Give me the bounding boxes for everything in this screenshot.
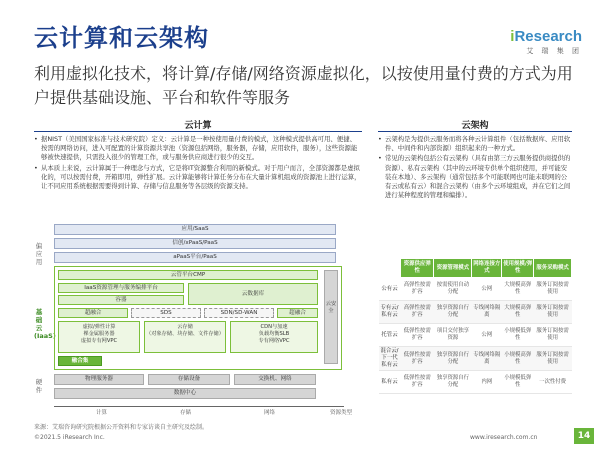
cloud-architecture-bullets — [378, 135, 572, 201]
table-header-cell: 网络连接方式 — [472, 259, 502, 278]
table-cell: 大规模高弹性 — [502, 301, 534, 324]
axis-label-network: 网络 — [264, 410, 276, 416]
table-header-cell: 资源管理模式 — [434, 259, 472, 278]
side-label-hardware: 硬件 — [35, 378, 43, 394]
table-cell: 服务订阅按需使用 — [534, 347, 572, 371]
side-label-app: 偏应用 — [35, 242, 43, 266]
page-number: 14 — [574, 428, 594, 444]
hw-storage-device: 存储设备 — [148, 374, 230, 385]
table-cell: 低弹性按需扩容 — [401, 371, 434, 394]
layer-cmp: 云管平台CMP — [58, 270, 318, 280]
iresearch-logo — [510, 28, 582, 56]
table-cell: 专线网络隔离 — [472, 301, 502, 324]
table-cell: 托管云 — [379, 324, 401, 347]
table-cell: 混合云/下一代私有云 — [379, 347, 401, 371]
bullet-item: • 从本质上来说，云计算属于一种理念与方式，它是将IT资源整合利用的新模式。对于用户而言，全部资源都是虚拟化的，可以按需付费，开箱即用，弹性扩展。云计算能够将计算任务分布在大量计算机组成的资源池上进行运算，让不同应用系统根据需要得到计算、存储与信息服务等各层级的资源支持。 — [34, 164, 362, 192]
layer-sdn: SDN/SD-WAN — [204, 308, 274, 318]
table-row — [379, 371, 572, 394]
fusion-set: 融合集 — [58, 356, 102, 366]
compute-services-box: 虚拟/弹性计算 裸金属服务器 虚拟专有网VPC — [58, 321, 140, 353]
table-header-cell — [379, 259, 401, 278]
bullet-item: • 云架构是为提供云服务而将各种云计算组件（包括数据库、应用软件、中间件和内部资源）组织起来的一种方式。 — [378, 135, 572, 153]
table-row — [379, 324, 572, 347]
layer-sds: SDS — [131, 308, 201, 318]
layer-hci-left: 超融合 — [58, 308, 128, 318]
bullet-item: • 常见的云架构包括公有云架构（具有由第三方云服务提供商提供的资源）、私有云架构（其中的云环境专供单个组织使用，并可能安装在本地）、多云架构（通常包括多个可能联网也可能未联网的公有云或私有云）和混合云架构（由多个云环境组成，并在它们之间进行某种程度的管理和编排）。 — [378, 154, 572, 200]
logo-wordmark: iResearch — [510, 28, 582, 45]
hw-physical-server: 物理服务器 — [54, 374, 144, 385]
website-link[interactable]: www.iresearch.com.cn — [470, 434, 538, 441]
table-cell: 大规模高弹性 — [502, 278, 534, 301]
page-title: 云计算和云架构 — [34, 24, 209, 52]
cloud-architecture-heading: 云架构 — [461, 121, 489, 131]
cloud-database: 云数据库 — [188, 283, 318, 305]
table-cell: 内网 — [472, 371, 502, 394]
table-cell: 小规模高弹性 — [502, 347, 534, 371]
cloud-comparison-table — [378, 258, 572, 394]
table-row — [379, 347, 572, 371]
table-cell: 高弹性按需扩容 — [401, 301, 434, 324]
page-subtitle: 利用虚拟化技术，将计算/存储/网络资源虚拟化，以按使用量付费的方式为用户提供基础设施、平台和软件等服务 — [34, 64, 573, 107]
table-cell: 服务订阅按需使用 — [534, 278, 572, 301]
heading-divider — [378, 131, 572, 132]
cloud-computing-heading: 云计算 — [184, 121, 212, 131]
table-cell: 独享资源自行分配 — [434, 371, 472, 394]
network-services-box: CDN与加速 负载均衡SLB 专有网络VPC — [230, 321, 318, 353]
table-cell: 公网 — [472, 324, 502, 347]
layer-hci-right: 超融合 — [277, 308, 318, 318]
layer-container: 容器 — [58, 295, 184, 305]
side-label-iaas: 基础云(IaaS) — [34, 308, 56, 340]
axis-label-compute: 计算 — [96, 410, 108, 416]
table-cell: 公网 — [472, 278, 502, 301]
hw-switch-network: 交换机、网络 — [234, 374, 316, 385]
table-cell: 专有云/私有云 — [379, 301, 401, 324]
table-cell: 低弹性按需扩容 — [401, 347, 434, 371]
table-header-cell: 使用规模/弹性 — [502, 259, 534, 278]
table-cell: 按需使用自动分配 — [434, 278, 472, 301]
table-cell: 一次性付费 — [534, 371, 572, 394]
table-cell: 独享资源自行分配 — [434, 301, 472, 324]
table-header-cell: 服务采购模式 — [534, 259, 572, 278]
iaas-frame — [54, 266, 342, 370]
axis-label-resource-type: 资源类型 — [330, 410, 353, 416]
table-cell: 公有云 — [379, 278, 401, 301]
table-cell: 小规模低弹性 — [502, 324, 534, 347]
layer-apaas: aPaaS平台/PaaS — [54, 252, 336, 263]
table-cell: 小规模低弹性 — [502, 371, 534, 394]
copyright: ©2021.5 iResearch Inc. — [34, 434, 105, 441]
heading-divider — [34, 131, 362, 132]
cloud-architecture-diagram — [34, 220, 364, 416]
table-row — [379, 301, 572, 324]
table-cell: 私有云 — [379, 371, 401, 394]
table-cell: 项目交付独享资源 — [434, 324, 472, 347]
cloud-computing-bullets — [34, 135, 362, 192]
iaas-orchestration-platform: IaaS资源管理与服务编排平台 — [58, 283, 184, 293]
table-header-row — [379, 259, 572, 278]
bullet-item: • 据NIST（美国国家标准与技术研究院）定义：云计算是一种按使用量付费的模式，这种模式提供高可用、便捷、按需的网络访问，进入可配置的计算资源共享池（资源包括网络，服务器，存储，应用软件，服务），这些资源能够被快速提供，只需投入很少的管理工作，或与服务供应商进行很少的交互。 — [34, 135, 362, 163]
logo-subtext: 艾 瑞 集 团 — [526, 47, 582, 55]
cloud-security-column: 云安全 — [324, 270, 338, 364]
source-note: 来源：艾瑞咨询研究院根据公开资料和专家访谈自主研究及绘制。 — [34, 424, 209, 431]
resource-axis — [54, 406, 344, 407]
axis-label-storage: 存储 — [180, 410, 192, 416]
layer-saas: 应用/SaaS — [54, 224, 336, 235]
table-row — [379, 278, 572, 301]
table-header-cell: 资源供应弹性 — [401, 259, 434, 278]
table-cell: 专线网络隔离 — [472, 347, 502, 371]
storage-services-box: 云存储 （对象存储、块存储、文件存储） — [144, 321, 226, 353]
table-cell: 独享资源自行分配 — [434, 347, 472, 371]
table-cell: 低弹性按需扩容 — [401, 324, 434, 347]
hw-datacenter: 数据中心 — [54, 388, 316, 399]
table-cell: 服务订阅按需使用 — [534, 301, 572, 324]
table-cell: 服务订阅按需使用 — [534, 324, 572, 347]
layer-xpaas: 信创/xPaaS/PaaS — [54, 238, 336, 249]
table-cell: 高弹性按需扩容 — [401, 278, 434, 301]
